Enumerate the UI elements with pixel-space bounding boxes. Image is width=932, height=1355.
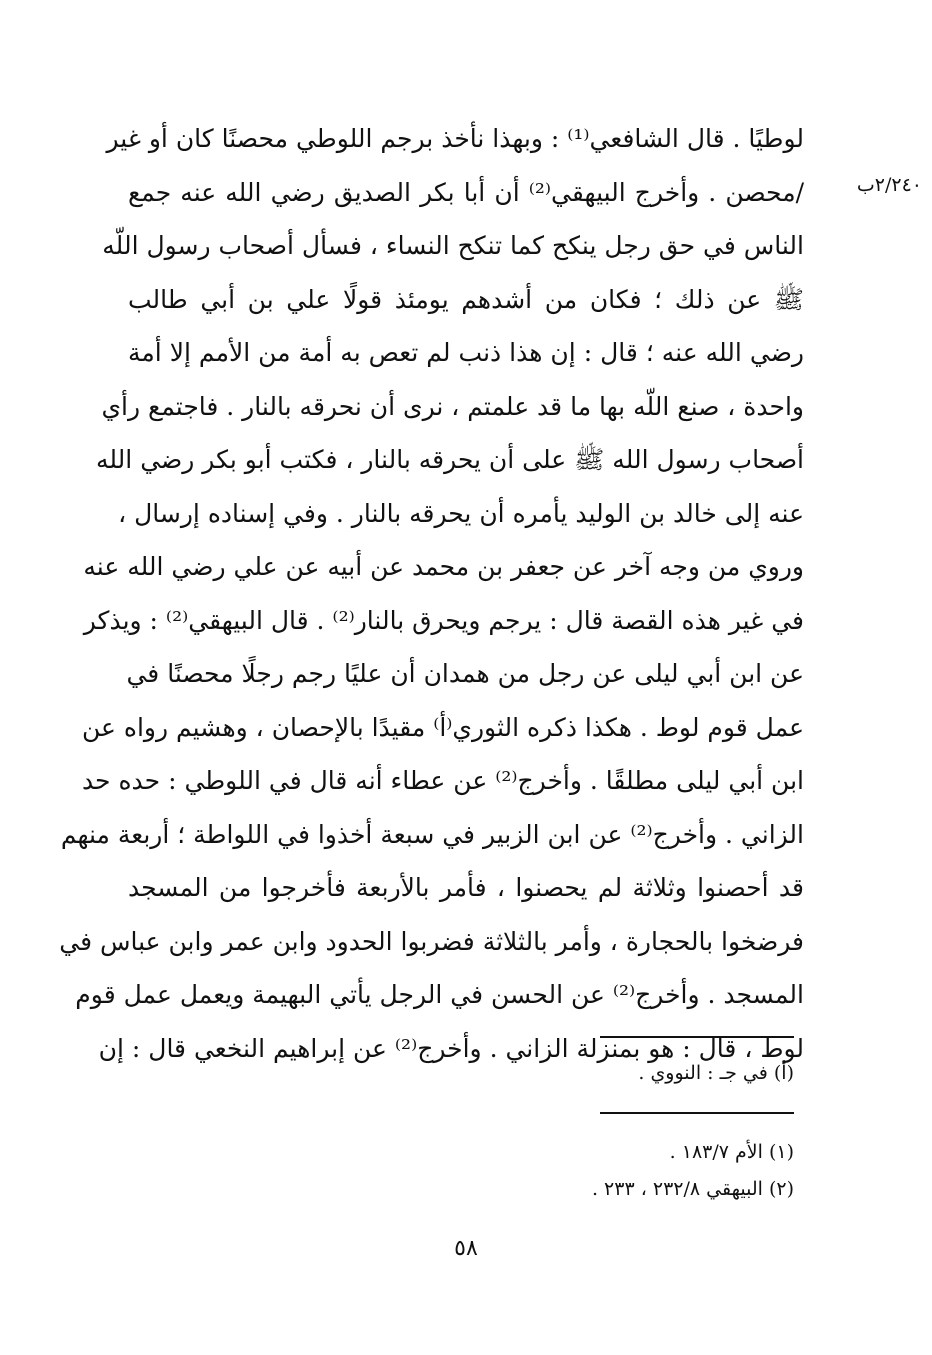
text-line: /محصن . وأخرج البيهقي⁽²⁾ أن أبا بكر الصديق رضي الله عنه جمع bbox=[128, 177, 805, 207]
footnote-2: (٢) البيهقي ٢٣٢/٨ ، ٢٣٣ . bbox=[591, 1178, 794, 1200]
text-line: واحدة ، صنع اللّه بها ما قد علمتم ، نرى أن نحرقه بالنار . فاجتمع رأي bbox=[101, 391, 804, 421]
text-line: قد أحصنوا وثلاثة لم يحصنوا ، فأمر بالأربعة فأخرجوا من المسجد bbox=[128, 873, 804, 902]
footnote-divider-bottom bbox=[600, 1112, 794, 1114]
margin-folio-note: ٢/٢٤٠ب bbox=[856, 174, 922, 196]
text-line: وروي من وجه آخر عن جعفر بن محمد عن أبيه عن علي رضي الله عنه bbox=[83, 552, 804, 581]
text-line: أصحاب رسول الله ﷺ على أن يحرقه بالنار ، فكتب أبو بكر رضي الله bbox=[96, 445, 804, 474]
text-line: لوط ، قال : هو بمنزلة الزاني . وأخرج⁽²⁾ عن إبراهيم النخعي قال : إن bbox=[98, 1033, 804, 1063]
text-line: المسجد . وأخرج⁽²⁾ عن الحسن في الرجل يأتي البهيمة ويعمل عمل قوم bbox=[75, 980, 804, 1009]
text-line: لوطيًا . قال الشافعي⁽¹⁾ : وبهذا نأخذ برجم اللوطي محصنًا كان أو غير bbox=[106, 124, 804, 153]
main-text bbox=[59, 112, 805, 1075]
footnote-variant: (أ) في جـ : النووي . bbox=[638, 1062, 794, 1084]
text-line: عن ابن أبي ليلى عن رجل من همدان أن عليًا رجم رجلًا محصنًا في bbox=[126, 659, 804, 688]
text-line: ابن أبي ليلى مطلقًا . وأخرج⁽²⁾ عن عطاء أنه قال في اللوطي : حده حد bbox=[81, 766, 804, 795]
footnote-divider-top bbox=[600, 1036, 794, 1038]
text-line: عنه إلى خالد بن الوليد يأمره أن يحرقه بالنار . وفي إسناده إرسال ، bbox=[118, 498, 804, 528]
text-line: ﷺ عن ذلك ؛ فكان من أشدهم يومئذ قولًا علي بن أبي طالب bbox=[128, 284, 804, 314]
text-line: رضي الله عنه ؛ قال : إن هذا ذنب لم تعص به أمة من الأمم إلا أمة bbox=[128, 338, 804, 367]
text-line: الناس في حق رجل ينكح كما تنكح النساء ، فسأل أصحاب رسول اللّه bbox=[102, 231, 804, 260]
text-line: عمل قوم لوط . هكذا ذكره الثوري⁽أ⁾ مقيدًا بالإحصان ، وهشيم رواه عن bbox=[81, 712, 804, 742]
text-line: الزاني . وأخرج⁽²⁾ عن ابن الزبير في سبعة أخذوا في اللواطة ؛ أربعة منهم bbox=[60, 819, 804, 849]
footnote-1: (١) الأم ١٨٣/٧ . bbox=[669, 1141, 794, 1163]
page-number: ٥٨ bbox=[454, 1236, 478, 1261]
text-line: في غير هذه القصة قال : يرجم ويحرق بالنار⁽²⁾ . قال البيهقي⁽²⁾ : ويذكر bbox=[83, 605, 804, 635]
text-line: فرضخوا بالحجارة ، وأمر بالثلاثة فضربوا الحدود وابن عمر وابن عباس في bbox=[59, 926, 804, 956]
